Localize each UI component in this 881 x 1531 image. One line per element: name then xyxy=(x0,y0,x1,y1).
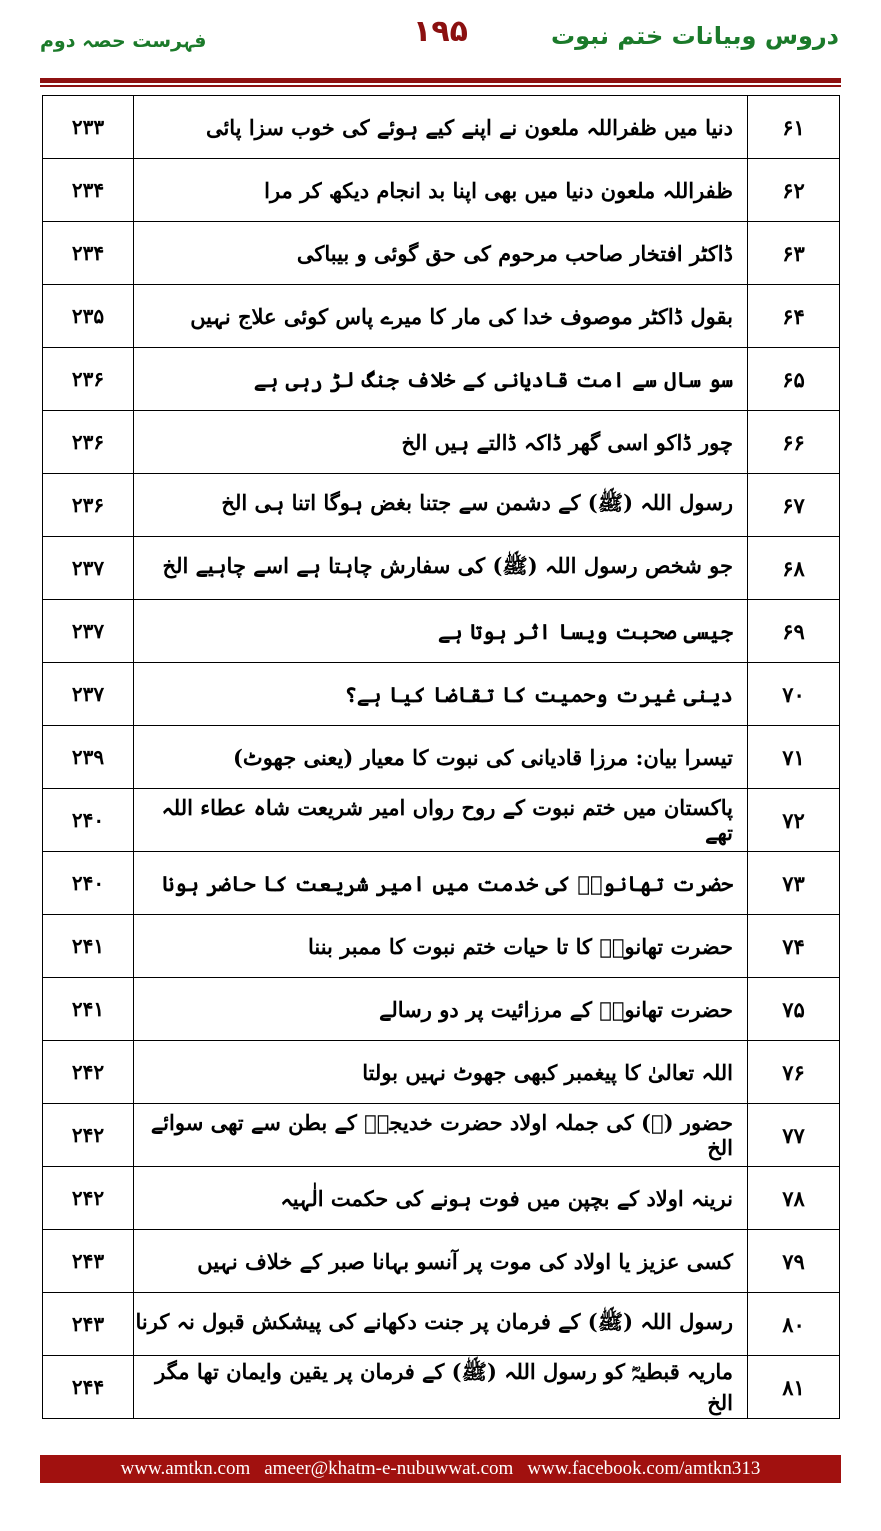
section-title: فہرست حصہ دوم xyxy=(40,30,207,52)
toc-title: ظفراللہ ملعون دنیا میں بھی اپنا بد انجام دیکھ کر مرا xyxy=(134,159,748,222)
toc-row xyxy=(43,348,840,411)
toc-row xyxy=(43,726,840,789)
toc-page: ۲۴۰ xyxy=(43,852,134,915)
toc-page: ۲۴۰ xyxy=(43,789,134,852)
toc-page: ۲۳۴ xyxy=(43,159,134,222)
toc-title: بقول ڈاکٹر موصوف خدا کی مار کا میرے پاس کوئی علاج نہیں xyxy=(134,285,748,348)
toc-row xyxy=(43,915,840,978)
toc-row xyxy=(43,600,840,663)
toc-title: حضور (ﷺ) کی جملہ اولاد حضرت خدیجہؓ کے بطن سے تھی سوائے الخ xyxy=(134,1104,748,1167)
toc-row xyxy=(43,789,840,852)
toc-page: ۲۳۳ xyxy=(43,96,134,159)
toc-index: ۶۵ xyxy=(748,348,840,411)
toc-page: ۲۳۶ xyxy=(43,411,134,474)
toc-page: ۲۴۳ xyxy=(43,1293,134,1356)
footer-email[interactable]: ameer@khatm-e-nubuwwat.com xyxy=(264,1458,514,1479)
toc-title: دنیا میں ظفراللہ ملعون نے اپنے کیے ہوئے کی خوب سزا پائی xyxy=(134,96,748,159)
toc-title: رسول اللہ (ﷺ) کے دشمن سے جتنا بغض ہوگا اتنا ہی الخ xyxy=(134,474,748,537)
toc-title: نرینہ اولاد کے بچپن میں فوت ہونے کی حکمت الٰہیہ xyxy=(134,1167,748,1230)
toc-page: ۲۴۳ xyxy=(43,1230,134,1293)
toc-row xyxy=(43,663,840,726)
toc-title: ماریہ قبطیہؓ کو رسول اللہ (ﷺ) کے فرمان پر یقین وایمان تھا مگر الخ xyxy=(134,1356,748,1419)
page-number: ۱۹۵ xyxy=(413,14,468,49)
toc-row xyxy=(43,1167,840,1230)
toc-index: ۸۱ xyxy=(748,1356,840,1419)
toc-title: کسی عزیز یا اولاد کی موت پر آنسو بہانا صبر کے خلاف نہیں xyxy=(134,1230,748,1293)
toc-index: ۷۹ xyxy=(748,1230,840,1293)
toc-page: ۲۳۷ xyxy=(43,537,134,600)
toc-title: ڈاکٹر افتخار صاحب مرحوم کی حق گوئی و بیباکی xyxy=(134,222,748,285)
toc-index: ۶۹ xyxy=(748,600,840,663)
toc-title: رسول اللہ (ﷺ) کے فرمان پر جنت دکھانے کی پیشکش قبول نہ کرنا xyxy=(134,1293,748,1356)
toc-index: ۶۲ xyxy=(748,159,840,222)
toc-index: ۷۷ xyxy=(748,1104,840,1167)
toc-page: ۲۳۷ xyxy=(43,600,134,663)
header-divider-thin xyxy=(40,85,841,87)
toc-index: ۷۳ xyxy=(748,852,840,915)
toc-title: حضرت تھانویؒ کا تا حیات ختم نبوت کا ممبر بننا xyxy=(134,915,748,978)
table-of-contents xyxy=(42,95,840,1419)
toc-page: ۲۴۱ xyxy=(43,915,134,978)
toc-index: ۷۶ xyxy=(748,1041,840,1104)
toc-row xyxy=(43,537,840,600)
toc-index: ۶۸ xyxy=(748,537,840,600)
footer-website[interactable]: www.amtkn.com xyxy=(120,1458,251,1479)
toc-page: ۲۴۲ xyxy=(43,1104,134,1167)
toc-index: ۷۵ xyxy=(748,978,840,1041)
toc-row xyxy=(43,159,840,222)
toc-title: پاکستان میں ختم نبوت کے روح رواں امیر شریعت شاہ عطاء اللہ تھے xyxy=(134,789,748,852)
toc-row xyxy=(43,978,840,1041)
toc-title: سو سال سے امت قادیانی کے خلاف جنگ لڑ رہی ہے xyxy=(134,348,748,411)
toc-row xyxy=(43,411,840,474)
toc-page: ۲۳۹ xyxy=(43,726,134,789)
toc-page: ۲۳۶ xyxy=(43,474,134,537)
toc-row xyxy=(43,474,840,537)
footer-facebook[interactable]: www.facebook.com/amtkn313 xyxy=(527,1458,761,1479)
toc-row xyxy=(43,1230,840,1293)
toc-index: ۷۸ xyxy=(748,1167,840,1230)
toc-title: حضرت تھانویؒ کی خدمت میں امیر شریعت کا حاضر ہونا xyxy=(134,852,748,915)
toc-title: اللہ تعالیٰ کا پیغمبر کبھی جھوٹ نہیں بولتا xyxy=(134,1041,748,1104)
book-title: دروس وبیانات ختم نبوت xyxy=(551,22,839,50)
toc-title: حضرت تھانویؒ کے مرزائیت پر دو رسالے xyxy=(134,978,748,1041)
toc-index: ۷۴ xyxy=(748,915,840,978)
toc-page: ۲۴۴ xyxy=(43,1356,134,1419)
toc-page: ۲۳۶ xyxy=(43,348,134,411)
toc-title: دینی غیرت وحمیت کا تقاضا کیا ہے؟ xyxy=(134,663,748,726)
toc-index: ۶۴ xyxy=(748,285,840,348)
toc-index: ۷۰ xyxy=(748,663,840,726)
toc-title: جو شخص رسول اللہ (ﷺ) کی سفارش چاہتا ہے اسے چاہیے الخ xyxy=(134,537,748,600)
toc-title: تیسرا بیان: مرزا قادیانی کی نبوت کا معیار (یعنی جھوٹ) xyxy=(134,726,748,789)
toc-index: ۶۶ xyxy=(748,411,840,474)
toc-row xyxy=(43,222,840,285)
footer-bar xyxy=(40,1455,841,1483)
header-divider xyxy=(40,78,841,83)
toc-row xyxy=(43,285,840,348)
toc-index: ۶۳ xyxy=(748,222,840,285)
toc-row xyxy=(43,1104,840,1167)
toc-title: چور ڈاکو اسی گھر ڈاکہ ڈالتے ہیں الخ xyxy=(134,411,748,474)
toc-page: ۲۴۲ xyxy=(43,1041,134,1104)
toc-index: ۶۱ xyxy=(748,96,840,159)
toc-index: ۷۲ xyxy=(748,789,840,852)
toc-row xyxy=(43,1041,840,1104)
toc-page: ۲۳۷ xyxy=(43,663,134,726)
toc-row xyxy=(43,1293,840,1356)
toc-row xyxy=(43,852,840,915)
toc-row xyxy=(43,1356,840,1419)
toc-index: ۸۰ xyxy=(748,1293,840,1356)
toc-page: ۲۳۵ xyxy=(43,285,134,348)
toc-index: ۷۱ xyxy=(748,726,840,789)
toc-page: ۲۳۴ xyxy=(43,222,134,285)
toc-title: جیسی صحبت ویسا اثر ہوتا ہے xyxy=(134,600,748,663)
toc-page: ۲۴۱ xyxy=(43,978,134,1041)
toc-page: ۲۴۲ xyxy=(43,1167,134,1230)
toc-row xyxy=(43,96,840,159)
toc-index: ۶۷ xyxy=(748,474,840,537)
